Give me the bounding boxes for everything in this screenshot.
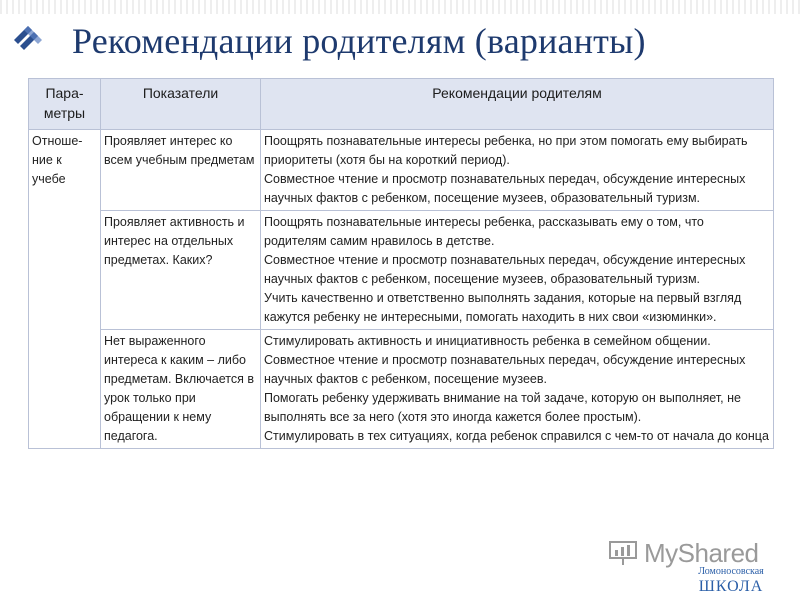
recommendation-cell bbox=[261, 211, 774, 330]
presentation-board-icon bbox=[608, 540, 638, 566]
top-decor-stripes bbox=[0, 0, 800, 14]
table-row bbox=[29, 211, 774, 330]
school-logo-line2: ШКОЛА bbox=[698, 578, 764, 595]
recommendation-text: Стимулировать активность и инициативность ребенка в семейном общении. Совместное чтение и просмотр познавательных передач, обсуждение интересных научных фактов с ребенком, посещение музеев. bbox=[264, 334, 746, 386]
indicator-cell: Нет выраженного интереса к каким – либо предметам. Включается в урок только при обращении к нему педагога. bbox=[101, 330, 261, 449]
table-row bbox=[29, 330, 774, 449]
watermark-text: MyShared bbox=[644, 537, 759, 568]
header-recommendations: Рекомендации родителям bbox=[261, 79, 774, 130]
recommendation-cell bbox=[261, 130, 774, 211]
watermark-logo bbox=[608, 538, 788, 568]
table-row bbox=[29, 130, 774, 211]
page-title: Рекомендации родителям (варианты) bbox=[72, 21, 646, 61]
indicator-cell: Проявляет активность и интерес на отдельных предметах. Каких? bbox=[101, 211, 261, 330]
table-header-row bbox=[29, 79, 774, 130]
indicator-cell: Проявляет интерес ко всем учебным предметам bbox=[101, 130, 261, 211]
recommendation-cell bbox=[261, 330, 774, 449]
header-params: Пара-метры bbox=[29, 79, 101, 130]
school-logo bbox=[672, 566, 790, 600]
header-indicators: Показатели bbox=[101, 79, 261, 130]
recommendation-text: Учить качественно и ответственно выполнять задания, которые на первый взгляд кажутся ребенку не интересными, помогать находить в них свои «изюминки». bbox=[264, 291, 742, 324]
recommendation-text: Совместное чтение и просмотр познавательных передач, обсуждение интересных научных фактов с ребенком, посещение музеев, образовательный туризм. bbox=[264, 253, 746, 286]
recommendation-text: Поощрять познавательные интересы ребенка, рассказывать ему о том, что родителям самим нравилось в детстве. bbox=[264, 215, 704, 248]
recommendation-text: Совместное чтение и просмотр познавательных передач, обсуждение интересных научных фактов с ребенком, посещение музеев, образовательный туризм. bbox=[264, 172, 746, 205]
recommendation-text: Стимулировать в тех ситуациях, когда ребенок справился с чем-то от начала до конца bbox=[264, 429, 769, 443]
param-cell: Отноше-ние к учебе bbox=[29, 130, 101, 449]
recommendation-text: Помогать ребенку удерживать внимание на той задаче, которую он выполняет, не выполнять все за него (хотя это иногда кажется более простым). bbox=[264, 391, 741, 424]
school-logo-line1: Ломоносовская bbox=[698, 566, 764, 577]
recommendation-text: Поощрять познавательные интересы ребенка, но при этом помогать ему выбирать приоритеты (хотя бы на короткий период). bbox=[264, 134, 748, 167]
school-emblem-icon bbox=[10, 18, 46, 54]
recommendations-table bbox=[28, 78, 774, 449]
